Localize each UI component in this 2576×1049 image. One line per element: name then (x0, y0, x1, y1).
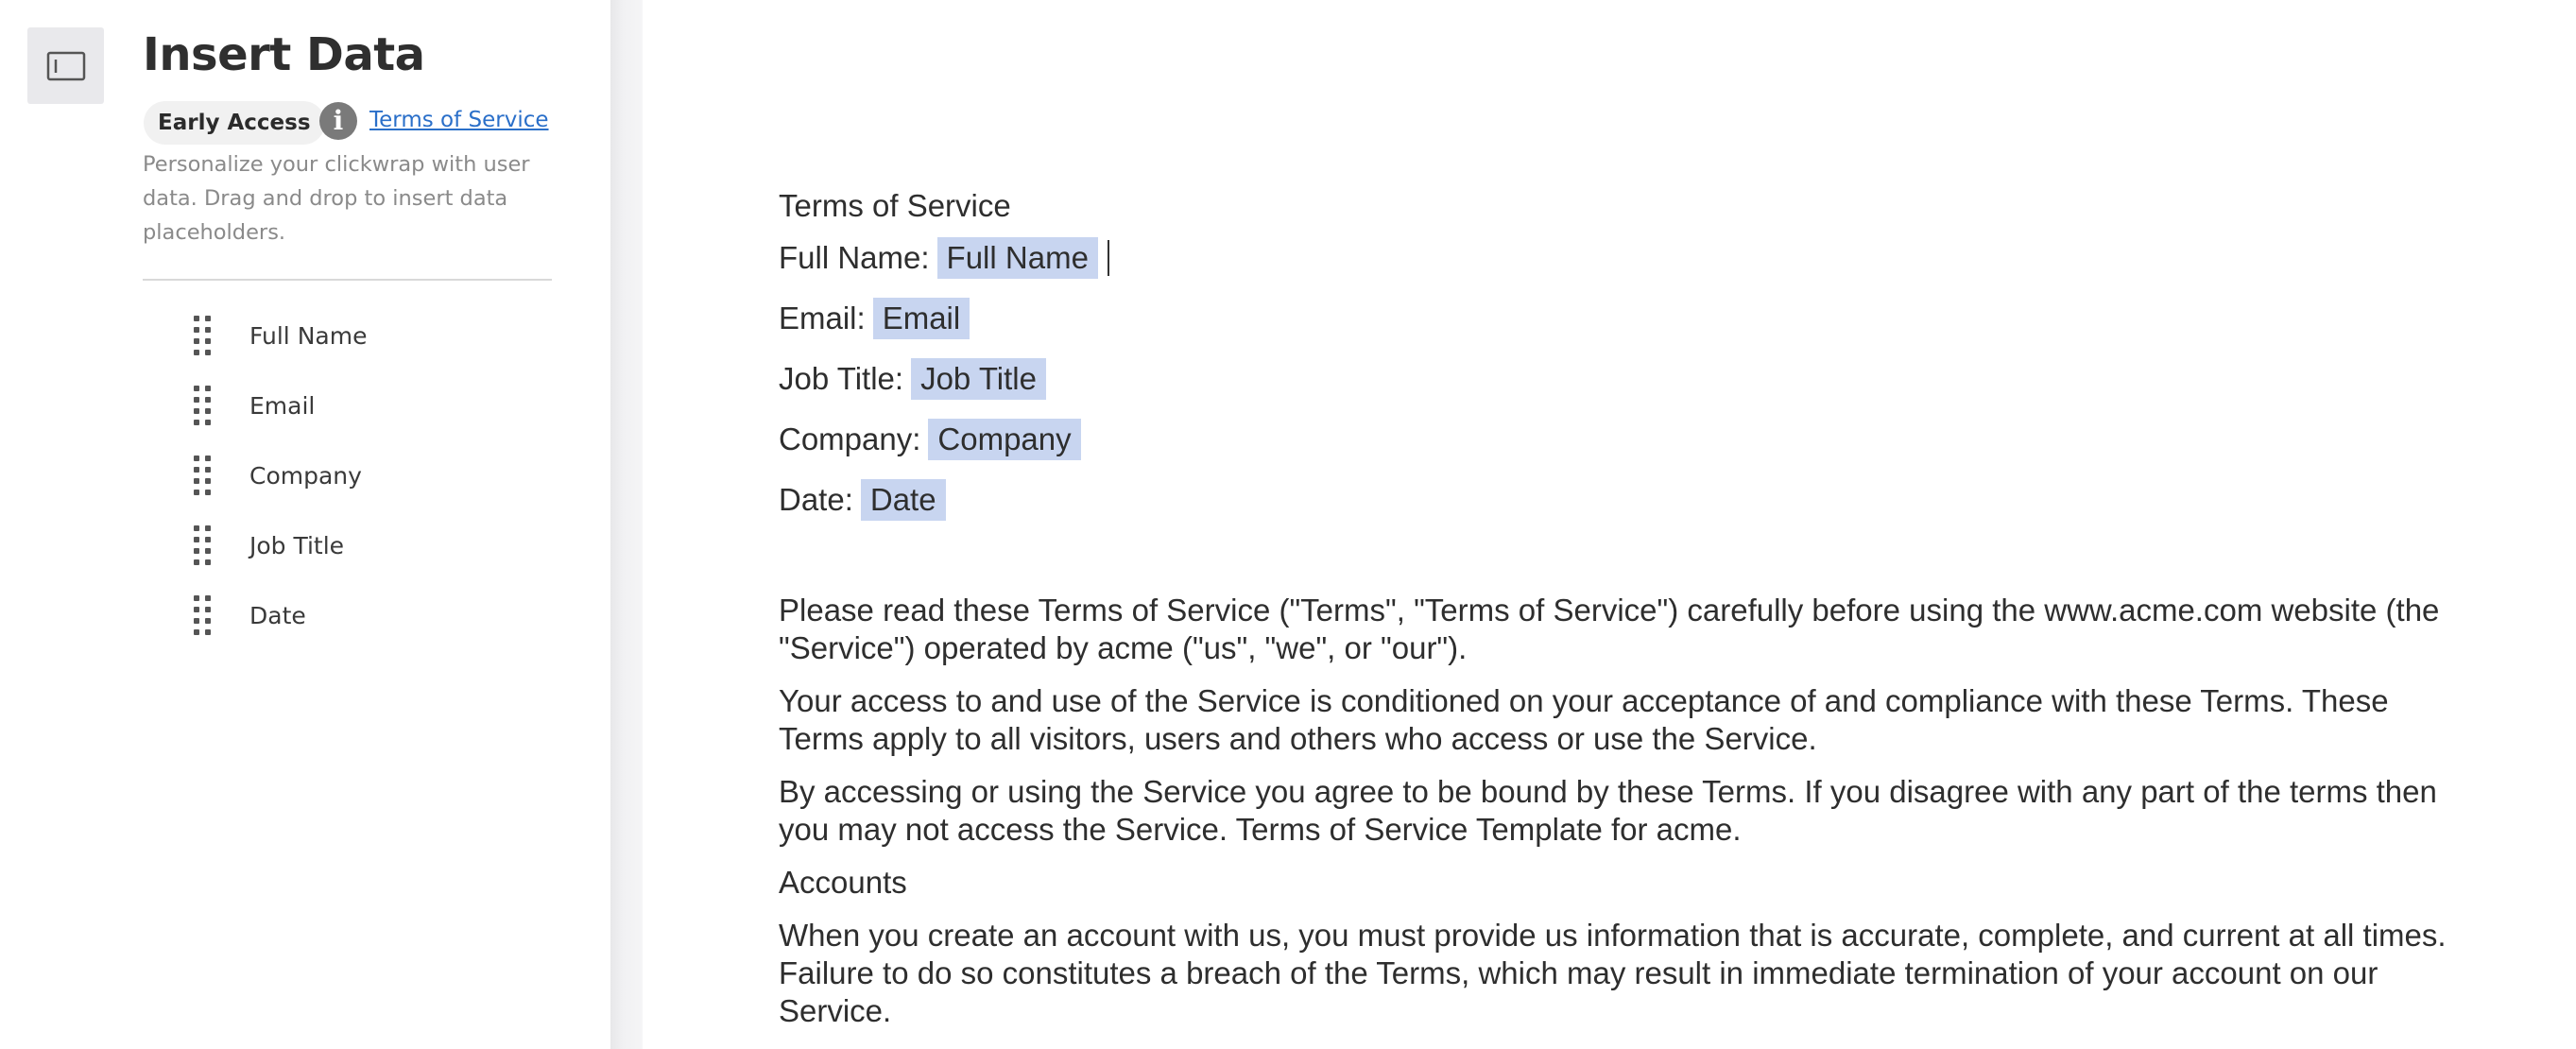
drag-handle-icon[interactable] (194, 384, 211, 427)
document-field-line (779, 288, 2470, 349)
document-paragraph: By accessing or using the Service you agree to be bound by these Terms. If you disagree with any part of the terms then you may not access the Service. Terms of Service Template for acme. (779, 774, 2437, 847)
sidebar-toggle-button[interactable] (27, 27, 104, 104)
info-icon[interactable]: i (319, 102, 357, 140)
early-access-badge: Early Access (144, 101, 325, 145)
document-subheading: Accounts (779, 865, 907, 900)
document-body (779, 592, 2480, 1045)
data-field-date[interactable] (194, 592, 534, 639)
placeholder-chip-date[interactable]: Date (861, 479, 946, 521)
sidebar-toggle-icon (46, 50, 86, 82)
panel-divider (143, 279, 552, 281)
placeholder-chip-email[interactable]: Email (873, 298, 970, 339)
panel-separator (610, 0, 643, 1049)
data-field-label: Company (249, 461, 362, 490)
document-field-line (779, 470, 2470, 530)
document-paragraph: Please read these Terms of Service ("Terms", "Terms of Service") carefully before using the www.acme.com website (the "Service") operated by acme ("us", "we", or "our"). (779, 593, 2440, 665)
document-title: Terms of Service (779, 188, 1011, 223)
terms-of-service-link[interactable]: Terms of Service (369, 108, 549, 132)
panel-title: Insert Data (143, 28, 425, 81)
field-line-label: Company: (779, 421, 921, 456)
data-field-full-name[interactable] (194, 312, 534, 359)
data-field-label: Job Title (249, 531, 345, 559)
data-field-label: Email (249, 391, 316, 420)
drag-handle-icon[interactable] (194, 454, 211, 497)
field-line-label: Job Title: (779, 361, 904, 396)
document-field-line (779, 349, 2470, 409)
drag-handle-icon[interactable] (194, 314, 211, 357)
document-paragraph: When you create an account with us, you must provide us information that is accurate, complete, and current at all times. Failure to do so constitutes a breach of the Terms, which may result in immediate termination of your account on our Service. (779, 918, 2447, 1028)
data-field-label: Date (249, 601, 306, 629)
document-field-line (779, 228, 2470, 288)
document-editor[interactable] (643, 0, 2576, 1049)
placeholder-chip-job-title[interactable]: Job Title (911, 358, 1046, 400)
drag-handle-icon[interactable] (194, 593, 211, 637)
data-field-job-title[interactable] (194, 522, 534, 569)
placeholder-chip-company[interactable]: Company (928, 419, 1080, 460)
field-line-label: Email: (779, 301, 866, 335)
text-caret (1108, 240, 1109, 276)
drag-handle-icon[interactable] (194, 524, 211, 567)
data-field-label: Full Name (249, 321, 368, 350)
placeholder-chip-full-name[interactable]: Full Name (937, 237, 1098, 279)
data-field-email[interactable] (194, 382, 534, 429)
panel-description: Personalize your clickwrap with user data. Drag and drop to insert data placeholders. (143, 152, 530, 245)
document-paragraph: Your access to and use of the Service is conditioned on your acceptance of and compliance with these Terms. These Terms apply to all visitors, users and others who access or use the Service. (779, 683, 2389, 756)
field-line-label: Date: (779, 482, 853, 517)
document-header-block (779, 184, 2470, 530)
insert-data-panel (0, 0, 610, 1049)
field-line-label: Full Name: (779, 240, 930, 275)
document-field-line (779, 409, 2470, 470)
data-field-company[interactable] (194, 452, 534, 499)
